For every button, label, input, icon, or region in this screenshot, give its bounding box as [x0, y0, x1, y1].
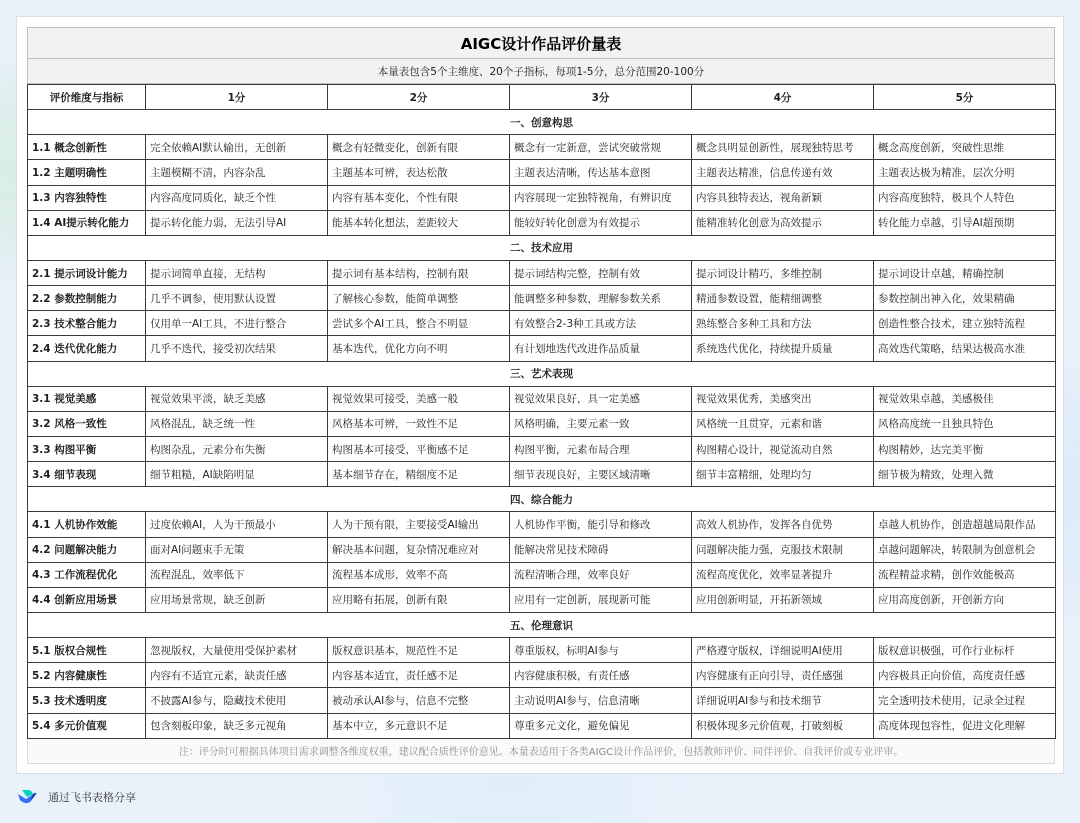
indicator-cell[interactable]: 2.3 技术整合能力 — [28, 311, 146, 336]
indicator-cell[interactable]: 3.4 细节表现 — [28, 462, 146, 487]
score-cell-4[interactable]: 系统迭代优化，持续提升质量 — [692, 336, 874, 361]
score-cell-3[interactable]: 细节表现良好，主要区域清晰 — [510, 462, 692, 487]
score-cell-5[interactable]: 创造性整合技术，建立独特流程 — [874, 311, 1056, 336]
score-cell-3[interactable]: 有计划地迭代改进作品质量 — [510, 336, 692, 361]
score-cell-3[interactable]: 构图平衡，元素布局合理 — [510, 436, 692, 461]
header-cell-dimension[interactable]: 评价维度与指标 — [28, 85, 146, 110]
score-cell-1[interactable]: 构图杂乱，元素分布失衡 — [146, 436, 328, 461]
section-title[interactable]: 四、综合能力 — [28, 487, 1056, 512]
score-cell-4[interactable]: 流程高度优化，效率显著提升 — [692, 562, 874, 587]
table-note: 注：评分时可根据具体项目需求调整各维度权重，建议配合质性评价意见。本量表适用于各类AIGC设计作品评价，包括教师评价、同伴评价、自我评价或专业评审。 — [27, 739, 1055, 764]
score-cell-1[interactable]: 完全依赖AI默认输出，无创新 — [146, 135, 328, 160]
indicator-cell[interactable]: 5.3 技术透明度 — [28, 688, 146, 713]
section-title[interactable]: 二、技术应用 — [28, 235, 1056, 260]
sheet-title: AIGC设计作品评价量表 — [27, 27, 1055, 59]
table-row — [28, 135, 1056, 160]
share-text: 通过飞书表格分享 — [48, 791, 136, 804]
indicator-cell[interactable]: 1.3 内容独特性 — [28, 185, 146, 210]
table-row — [28, 587, 1056, 612]
table-row — [28, 562, 1056, 587]
table-row — [28, 537, 1056, 562]
score-cell-1[interactable]: 内容有不适宜元素，缺责任感 — [146, 663, 328, 688]
table-row — [28, 436, 1056, 461]
score-cell-3[interactable]: 能解决常见技术障碍 — [510, 537, 692, 562]
score-cell-1[interactable]: 几乎不调参，使用默认设置 — [146, 286, 328, 311]
score-cell-1[interactable]: 不披露AI参与，隐藏技术使用 — [146, 688, 328, 713]
table-row — [28, 286, 1056, 311]
score-cell-2[interactable]: 基本细节存在，精细度不足 — [328, 462, 510, 487]
score-cell-5[interactable]: 版权意识极强，可作行业标杆 — [874, 638, 1056, 663]
table-row — [28, 260, 1056, 285]
score-cell-4[interactable]: 详细说明AI参与和技术细节 — [692, 688, 874, 713]
score-cell-5[interactable]: 转化能力卓越，引导AI超预期 — [874, 210, 1056, 235]
table-row — [28, 386, 1056, 411]
score-cell-3[interactable]: 主动说明AI参与，信息清晰 — [510, 688, 692, 713]
score-cell-5[interactable]: 细节极为精致，处理入微 — [874, 462, 1056, 487]
score-cell-5[interactable]: 高效迭代策略，结果达极高水准 — [874, 336, 1056, 361]
score-cell-5[interactable]: 内容高度独特，极具个人特色 — [874, 185, 1056, 210]
section-row — [28, 361, 1056, 386]
indicator-cell[interactable]: 2.2 参数控制能力 — [28, 286, 146, 311]
section-row — [28, 487, 1056, 512]
table-body — [28, 110, 1056, 739]
score-cell-5[interactable]: 完全透明技术使用，记录全过程 — [874, 688, 1056, 713]
score-cell-2[interactable]: 构图基本可接受，平衡感不足 — [328, 436, 510, 461]
section-row — [28, 110, 1056, 135]
table-row — [28, 512, 1056, 537]
rubric-table — [27, 84, 1056, 739]
score-cell-2[interactable]: 被动承认AI参与，信息不完整 — [328, 688, 510, 713]
score-cell-2[interactable]: 人为干预有限，主要接受AI输出 — [328, 512, 510, 537]
score-cell-2[interactable]: 概念有轻微变化，创新有限 — [328, 135, 510, 160]
score-cell-3[interactable]: 视觉效果良好，具一定美感 — [510, 386, 692, 411]
score-cell-1[interactable]: 主题模糊不清，内容杂乱 — [146, 160, 328, 185]
score-cell-4[interactable]: 构图精心设计，视觉流动自然 — [692, 436, 874, 461]
indicator-cell[interactable]: 3.2 风格一致性 — [28, 411, 146, 436]
score-cell-1[interactable]: 流程混乱，效率低下 — [146, 562, 328, 587]
section-row — [28, 235, 1056, 260]
score-cell-1[interactable]: 细节粗糙，AI缺陷明显 — [146, 462, 328, 487]
score-cell-3[interactable]: 尊重版权，标明AI参与 — [510, 638, 692, 663]
score-cell-3[interactable]: 能较好转化创意为有效提示 — [510, 210, 692, 235]
score-cell-1[interactable]: 仅用单一AI工具，不进行整合 — [146, 311, 328, 336]
indicator-cell[interactable]: 3.1 视觉美感 — [28, 386, 146, 411]
score-cell-1[interactable]: 过度依赖AI，人为干预最小 — [146, 512, 328, 537]
score-cell-4[interactable]: 内容健康有正向引导，责任感强 — [692, 663, 874, 688]
score-cell-3[interactable]: 流程清晰合理，效率良好 — [510, 562, 692, 587]
score-cell-1[interactable]: 包含刻板印象，缺乏多元视角 — [146, 713, 328, 738]
score-cell-5[interactable]: 流程精益求精，创作效能极高 — [874, 562, 1056, 587]
score-cell-1[interactable]: 应用场景常规，缺乏创新 — [146, 587, 328, 612]
score-cell-3[interactable]: 尊重多元文化，避免偏见 — [510, 713, 692, 738]
score-cell-2[interactable]: 基本迭代，优化方向不明 — [328, 336, 510, 361]
score-cell-4[interactable]: 熟练整合多种工具和方法 — [692, 311, 874, 336]
section-title[interactable]: 三、艺术表现 — [28, 361, 1056, 386]
score-cell-2[interactable]: 提示词有基本结构，控制有限 — [328, 260, 510, 285]
section-title[interactable]: 五、伦理意识 — [28, 612, 1056, 637]
score-cell-2[interactable]: 主题基本可辨，表达松散 — [328, 160, 510, 185]
score-cell-4[interactable]: 高效人机协作，发挥各自优势 — [692, 512, 874, 537]
indicator-cell[interactable]: 4.2 问题解决能力 — [28, 537, 146, 562]
section-title[interactable]: 一、创意构思 — [28, 110, 1056, 135]
score-cell-4[interactable]: 主题表达精准，信息传递有效 — [692, 160, 874, 185]
indicator-cell[interactable]: 2.4 迭代优化能力 — [28, 336, 146, 361]
table-row — [28, 663, 1056, 688]
header-cell-score-1[interactable]: 1分 — [146, 85, 328, 110]
score-cell-4[interactable]: 能精准转化创意为高效提示 — [692, 210, 874, 235]
indicator-cell[interactable]: 2.1 提示词设计能力 — [28, 260, 146, 285]
score-cell-3[interactable]: 能调整多种参数，理解参数关系 — [510, 286, 692, 311]
score-cell-5[interactable]: 提示词设计卓越，精确控制 — [874, 260, 1056, 285]
score-cell-2[interactable]: 基本中立，多元意识不足 — [328, 713, 510, 738]
score-cell-5[interactable]: 构图精妙，达完美平衡 — [874, 436, 1056, 461]
score-cell-3[interactable]: 概念有一定新意，尝试突破常规 — [510, 135, 692, 160]
score-cell-5[interactable]: 卓越人机协作，创造超越局限作品 — [874, 512, 1056, 537]
score-cell-5[interactable]: 主题表达极为精准，层次分明 — [874, 160, 1056, 185]
share-footer[interactable] — [16, 786, 136, 808]
score-cell-2[interactable]: 尝试多个AI工具，整合不明显 — [328, 311, 510, 336]
header-cell-score-4[interactable]: 4分 — [692, 85, 874, 110]
score-cell-3[interactable]: 内容展现一定独特视角，有辨识度 — [510, 185, 692, 210]
indicator-cell[interactable]: 1.4 AI提示转化能力 — [28, 210, 146, 235]
score-cell-5[interactable]: 概念高度创新，突破性思维 — [874, 135, 1056, 160]
score-cell-3[interactable]: 主题表达清晰，传达基本意图 — [510, 160, 692, 185]
indicator-cell[interactable]: 1.1 概念创新性 — [28, 135, 146, 160]
score-cell-5[interactable]: 内容极具正向价值，高度责任感 — [874, 663, 1056, 688]
score-cell-1[interactable]: 内容高度同质化，缺乏个性 — [146, 185, 328, 210]
score-cell-4[interactable]: 视觉效果优秀，美感突出 — [692, 386, 874, 411]
table-row — [28, 336, 1056, 361]
score-cell-2[interactable]: 应用略有拓展，创新有限 — [328, 587, 510, 612]
indicator-cell[interactable]: 3.3 构图平衡 — [28, 436, 146, 461]
table-header-row — [28, 85, 1056, 110]
score-cell-4[interactable]: 提示词设计精巧，多维控制 — [692, 260, 874, 285]
header-cell-score-5[interactable]: 5分 — [874, 85, 1056, 110]
table-row — [28, 688, 1056, 713]
score-cell-5[interactable]: 卓越问题解决，转限制为创意机会 — [874, 537, 1056, 562]
score-cell-1[interactable]: 视觉效果平淡，缺乏美感 — [146, 386, 328, 411]
score-cell-1[interactable]: 风格混乱，缺乏统一性 — [146, 411, 328, 436]
score-cell-4[interactable]: 内容具独特表达，视角新颖 — [692, 185, 874, 210]
score-cell-4[interactable]: 问题解决能力强，克服技术限制 — [692, 537, 874, 562]
table-row — [28, 185, 1056, 210]
table-row — [28, 713, 1056, 738]
indicator-cell[interactable]: 1.2 主题明确性 — [28, 160, 146, 185]
table-row — [28, 210, 1056, 235]
table-row — [28, 160, 1056, 185]
score-cell-4[interactable]: 应用创新明显，开拓新领域 — [692, 587, 874, 612]
score-cell-2[interactable]: 视觉效果可接受，美感一般 — [328, 386, 510, 411]
score-cell-2[interactable]: 版权意识基本，规范性不足 — [328, 638, 510, 663]
header-cell-score-3[interactable]: 3分 — [510, 85, 692, 110]
score-cell-5[interactable]: 应用高度创新，开创新方向 — [874, 587, 1056, 612]
score-cell-2[interactable]: 风格基本可辨，一致性不足 — [328, 411, 510, 436]
score-cell-4[interactable]: 风格统一且贯穿，元素和谐 — [692, 411, 874, 436]
score-cell-2[interactable]: 能基本转化想法，差距较大 — [328, 210, 510, 235]
indicator-cell[interactable]: 5.2 内容健康性 — [28, 663, 146, 688]
feishu-logo-icon — [16, 788, 38, 806]
score-cell-5[interactable]: 参数控制出神入化，效果精确 — [874, 286, 1056, 311]
score-cell-2[interactable]: 解决基本问题，复杂情况难应对 — [328, 537, 510, 562]
table-row — [28, 311, 1056, 336]
score-cell-1[interactable]: 忽视版权，大量使用受保护素材 — [146, 638, 328, 663]
score-cell-3[interactable]: 人机协作平衡，能引导和修改 — [510, 512, 692, 537]
score-cell-3[interactable]: 应用有一定创新，展现新可能 — [510, 587, 692, 612]
indicator-cell[interactable]: 4.3 工作流程优化 — [28, 562, 146, 587]
section-row — [28, 612, 1056, 637]
header-cell-score-2[interactable]: 2分 — [328, 85, 510, 110]
score-cell-4[interactable]: 概念具明显创新性，展现独特思考 — [692, 135, 874, 160]
score-cell-3[interactable]: 内容健康积极，有责任感 — [510, 663, 692, 688]
spreadsheet — [27, 27, 1055, 765]
score-cell-5[interactable]: 风格高度统一且独具特色 — [874, 411, 1056, 436]
score-cell-2[interactable]: 内容基本适宜，责任感不足 — [328, 663, 510, 688]
score-cell-2[interactable]: 流程基本成形，效率不高 — [328, 562, 510, 587]
score-cell-5[interactable]: 高度体现包容性，促进文化理解 — [874, 713, 1056, 738]
score-cell-3[interactable]: 风格明确，主要元素一致 — [510, 411, 692, 436]
indicator-cell[interactable]: 4.1 人机协作效能 — [28, 512, 146, 537]
score-cell-1[interactable]: 提示词简单直接，无结构 — [146, 260, 328, 285]
indicator-cell[interactable]: 4.4 创新应用场景 — [28, 587, 146, 612]
score-cell-4[interactable]: 积极体现多元价值观，打破刻板 — [692, 713, 874, 738]
score-cell-5[interactable]: 视觉效果卓越，美感极佳 — [874, 386, 1056, 411]
score-cell-4[interactable]: 精通参数设置，能精细调整 — [692, 286, 874, 311]
score-cell-3[interactable]: 有效整合2-3种工具或方法 — [510, 311, 692, 336]
score-cell-2[interactable]: 了解核心参数，能简单调整 — [328, 286, 510, 311]
score-cell-1[interactable]: 面对AI问题束手无策 — [146, 537, 328, 562]
sheet-card — [16, 16, 1064, 774]
score-cell-1[interactable]: 提示转化能力弱，无法引导AI — [146, 210, 328, 235]
table-row — [28, 462, 1056, 487]
score-cell-1[interactable]: 几乎不迭代，接受初次结果 — [146, 336, 328, 361]
indicator-cell[interactable]: 5.4 多元价值观 — [28, 713, 146, 738]
score-cell-2[interactable]: 内容有基本变化，个性有限 — [328, 185, 510, 210]
sheet-subtitle: 本量表包含5个主维度、20个子指标，每项1-5分，总分范围20-100分 — [27, 59, 1055, 84]
table-row — [28, 638, 1056, 663]
score-cell-4[interactable]: 严格遵守版权，详细说明AI使用 — [692, 638, 874, 663]
score-cell-3[interactable]: 提示词结构完整，控制有效 — [510, 260, 692, 285]
indicator-cell[interactable]: 5.1 版权合规性 — [28, 638, 146, 663]
table-row — [28, 411, 1056, 436]
score-cell-4[interactable]: 细节丰富精细，处理均匀 — [692, 462, 874, 487]
